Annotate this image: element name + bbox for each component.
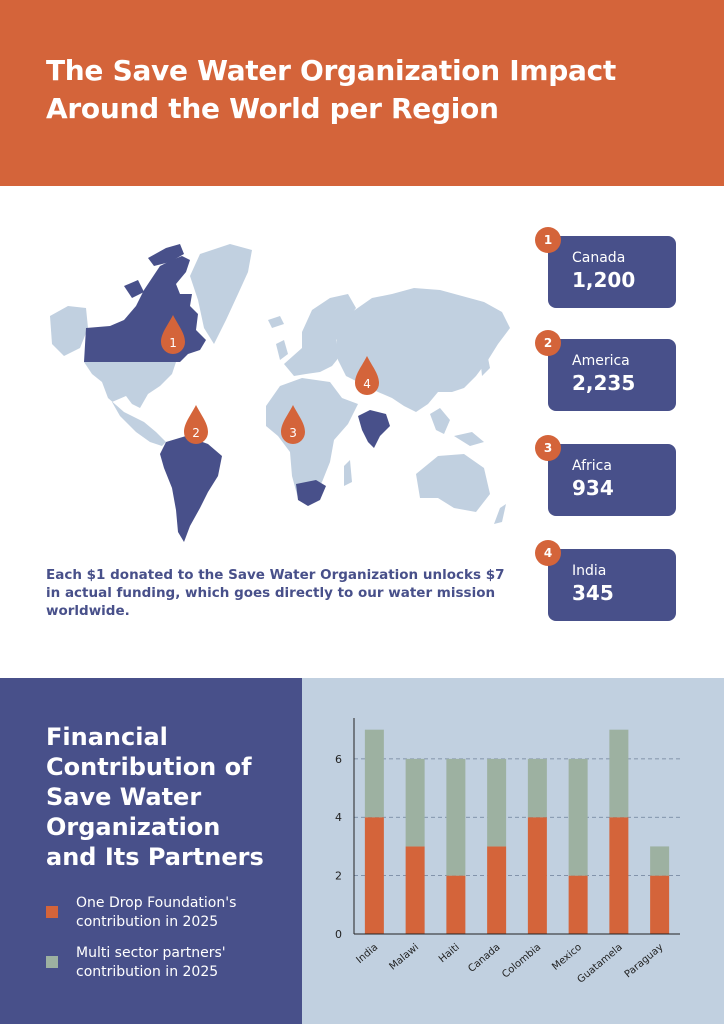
- stat-region: India: [572, 563, 607, 579]
- stat-number-badge: 2: [535, 330, 561, 356]
- x-tick-label: India: [354, 941, 381, 967]
- bar-segment-partners: [487, 759, 506, 847]
- map-pin-number: 3: [289, 426, 297, 440]
- page-title: The Save Water Organization Impact Around the World per Region: [46, 54, 617, 125]
- x-tick-label: Haiti: [437, 941, 462, 966]
- stat-region: America: [572, 353, 630, 369]
- header-banner: [0, 0, 724, 186]
- y-tick-label: 2: [335, 869, 342, 883]
- stat-card-canada: [548, 236, 676, 308]
- bar-segment-one-drop: [650, 876, 669, 934]
- bar-segment-one-drop: [528, 817, 547, 934]
- legend-swatch: [46, 956, 58, 968]
- bar-segment-partners: [528, 759, 547, 817]
- bar-segment-one-drop: [569, 876, 588, 934]
- stat-card-india: [548, 549, 676, 621]
- legend-label: Multi sector partners' contribution in 2025: [76, 945, 226, 980]
- stat-region: Africa: [572, 458, 612, 474]
- x-tick-label: Guatamela: [575, 941, 625, 986]
- bar-segment-one-drop: [609, 817, 628, 934]
- contribution-bar-chart: [302, 678, 724, 1024]
- stat-number-badge: 3: [535, 435, 561, 461]
- x-tick-label: Colombia: [500, 941, 544, 981]
- stat-number-badge: 4: [535, 540, 561, 566]
- stat-value: 1,200: [572, 268, 636, 292]
- stat-number-badge: 1: [535, 227, 561, 253]
- map-pin-2[interactable]: [184, 405, 208, 444]
- financial-title: Financial Contribution of Save Water Organization and Its Partners: [46, 723, 264, 871]
- y-tick-label: 6: [335, 752, 342, 766]
- bar-segment-partners: [650, 846, 669, 875]
- y-tick-label: 0: [335, 928, 342, 941]
- stat-card-africa: [548, 444, 676, 516]
- map-pin-number: 1: [169, 336, 177, 350]
- stat-value: 345: [572, 581, 614, 605]
- stat-region: Canada: [572, 250, 626, 266]
- bar-segment-partners: [365, 730, 384, 818]
- map-land: [50, 244, 510, 524]
- bar-segment-one-drop: [365, 817, 384, 934]
- bar-segment-partners: [569, 759, 588, 876]
- x-tick-label: Canada: [466, 941, 503, 975]
- stat-value: 934: [572, 476, 614, 500]
- bar-segment-partners: [406, 759, 425, 847]
- map-pin-number: 2: [192, 426, 200, 440]
- x-tick-label: Mexico: [550, 941, 585, 973]
- x-tick-label: Malawi: [387, 941, 422, 973]
- x-tick-label: Paraguay: [622, 941, 666, 981]
- stat-value: 2,235: [572, 371, 636, 395]
- bar-segment-one-drop: [487, 846, 506, 934]
- bar-segment-one-drop: [446, 876, 465, 934]
- bar-segment-one-drop: [406, 846, 425, 934]
- bar-segment-partners: [446, 759, 465, 876]
- bar-segment-partners: [609, 730, 628, 818]
- y-tick-label: 4: [335, 811, 342, 825]
- financial-panel: [0, 678, 302, 1024]
- legend-label: One Drop Foundation's contribution in 2025: [76, 895, 237, 930]
- stat-card-america: [548, 339, 676, 411]
- legend-swatch: [46, 906, 58, 918]
- map-pin-number: 4: [363, 377, 371, 391]
- world-map-icon: [40, 236, 520, 546]
- donation-note: Each $1 donated to the Save Water Organization unlocks $7 in actual funding, which goes directly to our water mission worldwide.: [46, 567, 505, 619]
